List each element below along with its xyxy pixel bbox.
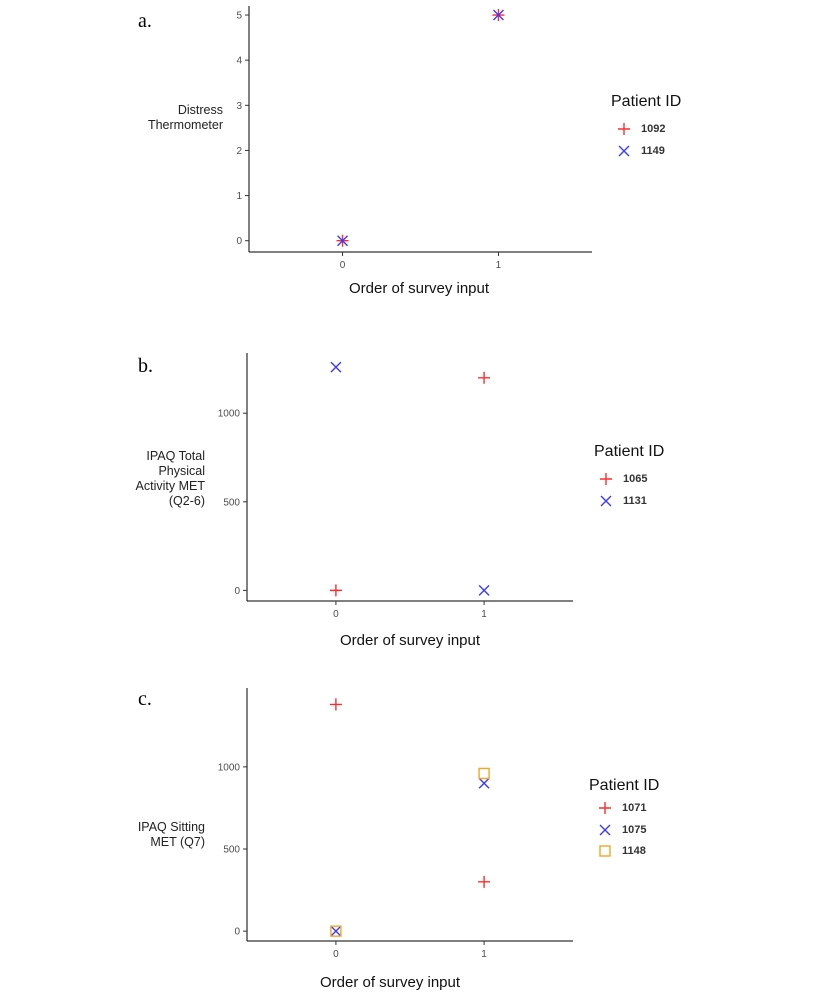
panel-label: c. — [138, 688, 152, 710]
x-tick-label: 1 — [481, 609, 487, 620]
data-point — [330, 698, 342, 710]
legend-item — [599, 494, 647, 508]
legend-item — [598, 823, 646, 837]
legend-title: Patient ID — [611, 93, 682, 110]
y-tick-label: 1000 — [217, 408, 240, 420]
data-point — [330, 584, 342, 596]
legend-label: 1092 — [641, 123, 666, 135]
x-tick-label: 0 — [333, 609, 339, 620]
y-tick-label: 4 — [236, 55, 242, 67]
legend-label: 1148 — [622, 845, 646, 857]
square-marker-icon — [598, 844, 612, 858]
x-axis-label: Order of survey input — [348, 280, 490, 297]
legend-title: Patient ID — [594, 443, 665, 460]
legend-label: 1065 — [623, 473, 648, 485]
cross-marker-icon — [599, 494, 613, 508]
legend-item — [598, 801, 646, 815]
y-axis-label: Distress Thermometer — [147, 103, 223, 132]
y-tick-label: 1 — [236, 191, 242, 203]
y-tick-label: 0 — [236, 236, 242, 248]
plot-area — [0, 0, 837, 310]
plot-area — [0, 345, 837, 665]
data-point — [331, 926, 341, 936]
legend-item — [599, 472, 647, 486]
legend-title: Patient ID — [589, 777, 660, 794]
y-tick-label: 0 — [234, 585, 240, 597]
x-tick-label: 0 — [339, 260, 346, 271]
y-tick-label: 0 — [234, 926, 240, 938]
panel-b — [0, 345, 837, 665]
data-point — [478, 372, 490, 384]
plus-marker-icon — [617, 122, 631, 136]
legend-label: 1075 — [622, 824, 647, 836]
legend-item — [617, 122, 665, 136]
y-tick-label: 500 — [223, 844, 240, 856]
panel-label: b. — [138, 355, 153, 377]
data-point — [479, 585, 489, 595]
cross-marker-icon — [617, 144, 631, 158]
y-tick-label: 3 — [236, 100, 242, 112]
data-point — [479, 768, 489, 778]
y-axis-label: IPAQ Total Physical Activity MET (Q2-6) — [135, 449, 205, 508]
plus-marker-icon — [598, 801, 612, 815]
x-tick-label: 1 — [495, 260, 502, 271]
y-tick-label: 5 — [236, 10, 242, 22]
y-tick-label: 2 — [236, 145, 242, 157]
legend-item — [598, 844, 646, 858]
legend-label: 1131 — [623, 495, 647, 507]
panel-c — [0, 680, 837, 1004]
legend-label: 1149 — [641, 145, 665, 157]
data-point — [331, 362, 341, 372]
panel-a — [0, 0, 837, 310]
plot-area — [0, 680, 837, 1004]
y-tick-label: 500 — [223, 497, 240, 509]
x-tick-label: 1 — [481, 949, 487, 960]
data-point — [479, 778, 489, 788]
x-axis-label: Order of survey input — [339, 632, 481, 649]
y-axis-label: IPAQ Sitting MET (Q7) — [137, 820, 205, 849]
legend-item — [617, 144, 665, 158]
cross-marker-icon — [598, 823, 612, 837]
legend-label: 1071 — [622, 802, 647, 814]
data-point — [478, 876, 490, 888]
y-tick-label: 1000 — [217, 762, 240, 774]
x-axis-label: Order of survey input — [319, 974, 461, 991]
plus-marker-icon — [599, 472, 613, 486]
panel-label: a. — [138, 10, 152, 32]
x-tick-label: 0 — [333, 949, 339, 960]
